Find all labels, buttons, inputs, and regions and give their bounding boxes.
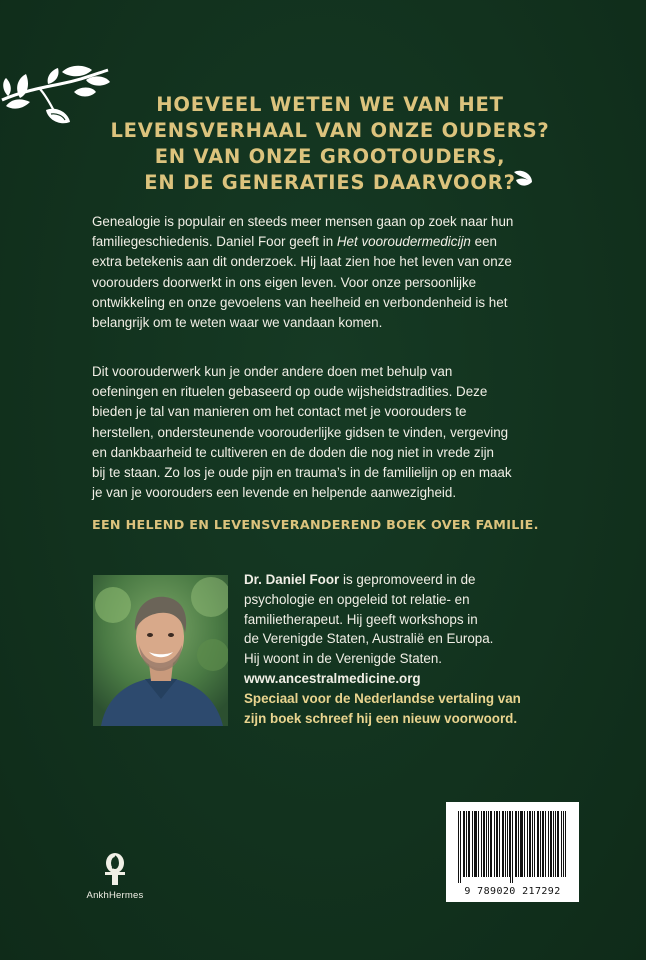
barcode-bar [543,811,544,877]
barcode-bar [550,811,551,877]
publisher-logo [80,852,150,908]
barcode-bar [466,811,467,877]
headline-line-2: LEVENSVERHAAL VAN ONZE OUDERS? [110,119,550,142]
barcode-bar [561,811,562,877]
text-fragment: een [470,234,497,250]
translation-note: Speciaal voor de Nederlandse vertaling van [244,690,521,706]
text-line: psychologie en opgeleid tot relatie- en [244,591,470,607]
text-line: belangrijk om te weten waar we vandaan komen. [92,315,383,331]
barcode-bar [463,811,464,877]
tagline: EEN HELEND EN LEVENSVERANDEREND BOEK OVER FAMILIE. [92,517,539,532]
barcode-bar [510,811,511,883]
barcode-bar [490,811,491,877]
barcode-bar [469,811,470,877]
text-line: bieden je tal van manieren om het contact met je voorouders te [92,404,467,420]
barcode-bar [503,811,504,877]
headline [100,92,560,196]
author-photo [93,575,228,726]
barcode-bar [521,811,522,877]
barcode-bar [464,811,465,877]
barcode-bar [494,811,495,877]
barcode-bar [475,811,476,877]
barcode-bar [509,811,510,877]
barcode-bar [516,811,517,877]
ankh-hermes-logo-icon [100,852,130,886]
barcode-bar [557,811,558,877]
barcode-bar [512,811,513,883]
barcode-bar [460,811,461,883]
leaf-icon [512,168,534,190]
text-line: bij te staan. Zo los je oude pijn en trauma’s in de familielijn op en maak [92,465,512,481]
barcode-bar [522,811,523,877]
barcode-bar [458,811,459,883]
headline-line-1: HOEVEEL WETEN WE VAN HET [156,93,504,116]
barcode-bar [545,811,546,877]
author-name: Dr. Daniel Foor [244,572,340,587]
barcode-bar [530,811,531,877]
text-fragment: is gepromoveerd in de [339,572,476,587]
text-line: je van je voorouders een levende en helpende aanwezigheid. [92,485,457,501]
barcode-bar [555,811,556,877]
text-line [244,570,564,590]
book-title: Het vooroudermedicijn [336,234,471,250]
text-line: familietherapeut. Hij geeft workshops in [244,611,478,627]
leafy-branch-icon [0,62,112,132]
barcode-bar [540,811,541,877]
text-line: en dankbaarheid te cultiveren en de doden die nog niet in vrede zijn [92,444,495,460]
author-bio [244,570,564,728]
barcode-bar [563,811,564,877]
barcode-bar [553,811,554,877]
barcode-bar [497,811,498,877]
publisher-name: AnkhHermes [86,890,144,901]
barcode-bar [527,811,528,877]
barcode-bar [486,811,487,877]
text-line: Dit voorouderwerk kun je onder andere doen met behulp van [92,364,453,379]
barcode-bar [515,811,516,877]
barcode-bar [534,811,535,877]
text-line [92,232,562,252]
barcode-bar [496,811,497,877]
barcode-bar [558,811,559,877]
barcode-bar [524,811,525,877]
text-fragment: familiegeschiedenis. Daniel Foor geeft in [92,234,337,250]
barcode-bar [565,811,566,877]
barcode-bar [518,811,519,877]
text-line: ontwikkeling en onze gevoelens van heelheid en verbondenheid is het [92,294,508,310]
barcode-bar [484,811,485,877]
text-line: de Verenigde Staten, Australië en Europa. [244,631,494,647]
barcode-bar [491,811,492,877]
second-paragraph [92,362,562,503]
text-line: Genealogie is populair en steeds meer mensen gaan op zoek naar hun [92,214,514,229]
intro-paragraph [92,212,562,333]
barcode-bar [502,811,503,877]
barcode-bar [505,811,506,877]
isbn-number: 9 789020 217292 [464,886,561,897]
barcode-bar [537,811,538,877]
barcode-bar [481,811,482,877]
barcode-bar [499,811,500,877]
text-line: oefeningen en rituelen gebaseerd op oude wijsheidstradities. Deze [92,384,488,400]
barcode-bars [458,811,567,883]
headline-line-4: EN DE GENERATIES DAARVOOR? [144,171,516,194]
text-line: herstellen, ondersteunende voorouderlijke gidsen te vinden, vergeving [92,424,509,440]
text-line: Hij woont in de Verenigde Staten. [244,651,443,667]
barcode-bar [488,811,489,877]
barcode [446,802,579,902]
headline-line-3: EN VAN ONZE GROOTOUDERS, [154,145,506,168]
barcode-bar [548,811,549,877]
text-line: voorouders doorwerkt in ons eigen leven. Voor onze persoonlijke [92,274,477,290]
barcode-bar [468,811,469,877]
barcode-bar [538,811,539,877]
barcode-bar [520,811,521,877]
barcode-bar [551,811,552,877]
barcode-bar [529,811,530,877]
barcode-bar [476,811,477,877]
barcode-bar [474,811,475,877]
barcode-bar [478,811,479,877]
barcode-bar [472,811,473,877]
translation-note: zijn boek schreef hij een nieuw voorwoord. [244,710,518,726]
text-line: extra betekenis aan dit onderzoek. Hij laat zien hoe het leven van onze [92,254,512,270]
barcode-bar [507,811,508,877]
barcode-bar [542,811,543,877]
barcode-bar [532,811,533,877]
author-website: www.ancestralmedicine.org [244,670,421,686]
barcode-bar [483,811,484,877]
